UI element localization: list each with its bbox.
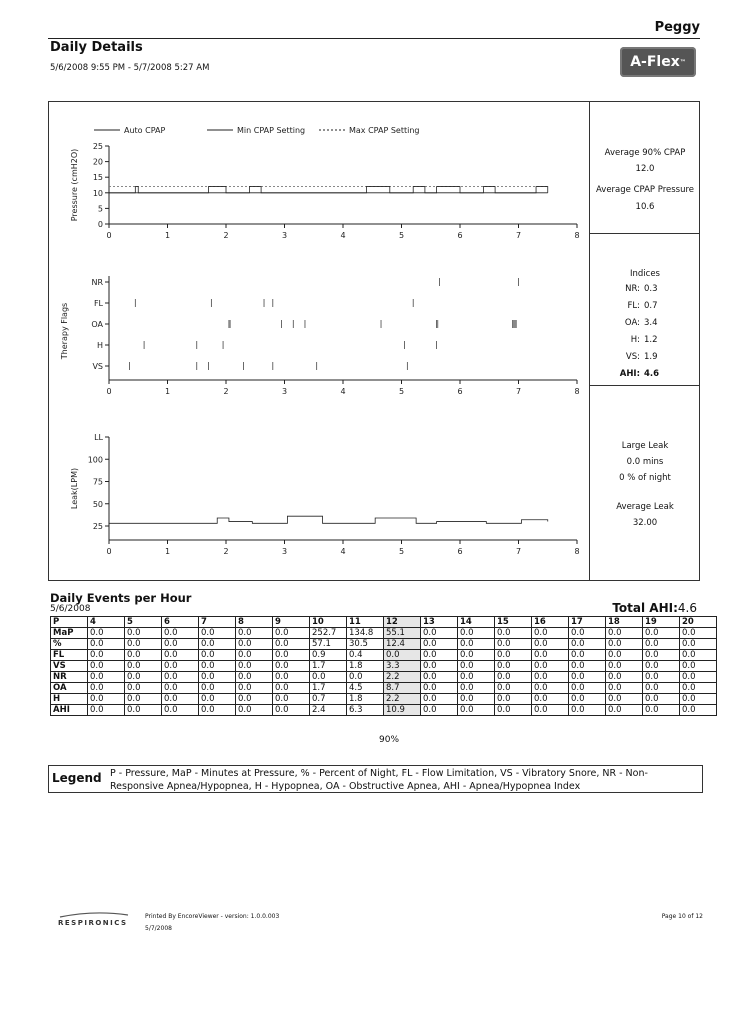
table-cell: 0.0: [88, 650, 125, 661]
charts-svg: [49, 102, 589, 580]
page-title: Daily Details: [50, 40, 143, 55]
patient-name: Peggy: [654, 20, 700, 35]
x-tick-label: 3: [281, 231, 288, 240]
table-cell: 0.0: [458, 628, 495, 639]
table-cell: 0.0: [643, 705, 680, 716]
x-tick-label: 5: [398, 231, 405, 240]
table-cell: AHI: [51, 705, 88, 716]
table-cell: 0.7: [310, 694, 347, 705]
table-cell: 0.0: [458, 683, 495, 694]
legend-entry: Max CPAP Setting: [349, 126, 420, 135]
table-cell: 0.0: [421, 650, 458, 661]
table-cell: 0.0: [421, 694, 458, 705]
table-cell: 0.0: [236, 650, 273, 661]
table-cell: 3.3: [384, 661, 421, 672]
legend-entry: Auto CPAP: [124, 126, 166, 135]
index-value: 0.3: [644, 284, 658, 294]
table-cell: 0.0: [532, 705, 569, 716]
table-row: [51, 694, 717, 705]
x-tick-label: 7: [515, 547, 522, 556]
table-cell: 0.0: [421, 639, 458, 650]
y-tick-label: NR: [91, 278, 103, 287]
table-cell: 8: [236, 617, 273, 628]
index-key: AHI:: [619, 369, 640, 379]
table-cell: 0.0: [236, 661, 273, 672]
table-row: [51, 661, 717, 672]
events-table: [50, 616, 717, 716]
y-tick-label: 25: [92, 522, 103, 531]
table-cell: 0.0: [88, 705, 125, 716]
index-value: 4.6: [644, 369, 660, 379]
a-flex-label: A-Flex: [630, 54, 680, 70]
auto-cpap-series: [109, 187, 548, 193]
table-cell: H: [51, 694, 88, 705]
y-tick-label: 0: [97, 220, 103, 229]
table-cell: 0.0: [532, 639, 569, 650]
table-cell: 0.9: [310, 650, 347, 661]
table-cell: 0.0: [88, 639, 125, 650]
x-tick-label: 0: [106, 231, 112, 240]
table-cell: 6: [162, 617, 199, 628]
table-cell: 0.0: [680, 628, 717, 639]
table-row: [51, 705, 717, 716]
table-cell: 0.0: [606, 661, 643, 672]
table-cell: 0.0: [495, 683, 532, 694]
table-cell: 0.0: [680, 683, 717, 694]
x-tick-label: 6: [457, 387, 463, 396]
table-cell: 0.0: [236, 639, 273, 650]
table-cell: P: [51, 617, 88, 628]
x-tick-label: 6: [457, 547, 463, 556]
indices-title: Indices: [630, 269, 660, 279]
table-cell: 0.0: [125, 639, 162, 650]
table-cell: 0.0: [88, 683, 125, 694]
table-cell: 0.0: [495, 694, 532, 705]
table-cell: 17: [569, 617, 606, 628]
header-rule: [48, 38, 700, 39]
large-leak-label: Large Leak: [621, 441, 669, 451]
x-tick-label: 5: [398, 547, 405, 556]
table-cell: MaP: [51, 628, 88, 639]
table-cell: 2.2: [384, 672, 421, 683]
table-cell: 0.0: [273, 705, 310, 716]
table-cell: 0.0: [273, 650, 310, 661]
table-cell: 0.0: [199, 672, 236, 683]
index-row-nr: [614, 284, 694, 294]
legend-label: Legend: [52, 771, 102, 785]
table-cell: 0.0: [495, 661, 532, 672]
x-tick-label: 2: [223, 231, 229, 240]
table-cell: 0.0: [421, 705, 458, 716]
average-leak-label: Average Leak: [616, 502, 674, 512]
table-cell: 0.0: [532, 672, 569, 683]
table-cell: 0.0: [88, 628, 125, 639]
x-tick-label: 2: [223, 387, 229, 396]
table-cell: 0.0: [643, 672, 680, 683]
y-tick-label: VS: [92, 362, 103, 371]
table-cell: 0.0: [569, 694, 606, 705]
table-cell: 0.0: [643, 628, 680, 639]
table-cell: 0.0: [680, 672, 717, 683]
table-cell: 2.2: [384, 694, 421, 705]
table-cell: 11: [347, 617, 384, 628]
table-cell: 0.0: [384, 650, 421, 661]
table-cell: 14: [458, 617, 495, 628]
table-cell: 0.0: [458, 650, 495, 661]
table-cell: 0.4: [347, 650, 384, 661]
table-cell: 0.0: [606, 705, 643, 716]
index-row-h: [614, 335, 694, 345]
table-cell: 0.0: [125, 661, 162, 672]
respironics-logo-swoosh: [58, 912, 130, 918]
index-key: VS:: [625, 352, 640, 362]
table-cell: %: [51, 639, 88, 650]
table-cell: 7: [199, 617, 236, 628]
table-cell: 0.0: [458, 705, 495, 716]
table-cell: 19: [643, 617, 680, 628]
table-cell: 0.0: [162, 661, 199, 672]
table-cell: 0.0: [532, 628, 569, 639]
table-cell: 1.8: [347, 694, 384, 705]
index-value: 1.2: [644, 335, 658, 345]
date-range: 5/6/2008 9:55 PM - 5/7/2008 5:27 AM: [50, 63, 210, 73]
table-cell: 0.0: [88, 672, 125, 683]
table-cell: 0.0: [680, 661, 717, 672]
y-tick-label: 10: [92, 188, 103, 198]
table-cell: 0.0: [458, 672, 495, 683]
table-row: [51, 650, 717, 661]
table-cell: 0.0: [162, 639, 199, 650]
y-tick-label: 100: [87, 455, 103, 465]
table-cell: 10: [310, 617, 347, 628]
table-cell: 0.0: [310, 672, 347, 683]
x-tick-label: 3: [281, 547, 288, 556]
table-cell: 0.0: [199, 628, 236, 639]
table-cell: 0.0: [606, 628, 643, 639]
table-cell: 0.0: [495, 639, 532, 650]
table-cell: 13: [421, 617, 458, 628]
table-cell: 0.0: [643, 661, 680, 672]
index-row-vs: [614, 352, 694, 362]
table-cell: 0.0: [162, 694, 199, 705]
table-cell: 0.0: [125, 694, 162, 705]
printed-date: 5/7/2008: [145, 925, 172, 932]
table-cell: 0.0: [606, 694, 643, 705]
table-cell: 0.0: [643, 694, 680, 705]
table-cell: NR: [51, 672, 88, 683]
table-cell: 0.0: [495, 672, 532, 683]
table-cell: 0.0: [273, 672, 310, 683]
x-tick-label: 4: [340, 231, 346, 240]
table-cell: 0.0: [199, 639, 236, 650]
index-value: 1.9: [644, 352, 658, 362]
table-cell: 0.0: [606, 650, 643, 661]
table-cell: 12: [384, 617, 421, 628]
table-cell: 1.7: [310, 683, 347, 694]
pressure-chart: [70, 126, 580, 240]
table-cell: 0.0: [421, 672, 458, 683]
y-tick-label: 5: [97, 204, 103, 214]
table-cell: 0.0: [162, 705, 199, 716]
y-axis-title: Pressure (cmH2O): [70, 148, 79, 222]
stats-separator-2: [589, 385, 700, 386]
table-cell: 0.0: [125, 628, 162, 639]
total-ahi-value: 4.6: [677, 601, 697, 615]
table-cell: 0.0: [421, 628, 458, 639]
table-cell: 0.0: [643, 639, 680, 650]
table-cell: 0.0: [532, 661, 569, 672]
index-row-ahi: [614, 369, 694, 379]
table-cell: 0.0: [125, 650, 162, 661]
total-ahi-label: Total AHI:: [612, 601, 678, 615]
y-tick-label: OA: [91, 320, 103, 329]
table-cell: 0.0: [199, 661, 236, 672]
table-cell: 0.0: [125, 705, 162, 716]
table-cell: 0.0: [643, 683, 680, 694]
table-cell: 18: [606, 617, 643, 628]
y-axis-title: Leak(LPM): [70, 467, 79, 510]
table-cell: 0.0: [421, 683, 458, 694]
table-cell: 0.0: [569, 661, 606, 672]
table-cell: 0.0: [236, 628, 273, 639]
table-cell: 0.0: [199, 694, 236, 705]
events-date: 5/6/2008: [50, 604, 91, 614]
x-tick-label: 1: [164, 231, 171, 240]
table-cell: 0.0: [236, 683, 273, 694]
table-row: [51, 617, 717, 628]
table-cell: 0.0: [458, 694, 495, 705]
x-tick-label: 6: [457, 231, 463, 240]
table-cell: FL: [51, 650, 88, 661]
trademark-mark: ™: [679, 58, 686, 66]
table-cell: 0.0: [495, 628, 532, 639]
index-row-oa: [614, 318, 694, 328]
avg-cpap-value: 10.6: [635, 202, 655, 212]
index-value: 0.7: [644, 301, 658, 311]
table-cell: 0.0: [569, 650, 606, 661]
table-cell: 0.0: [88, 694, 125, 705]
average-leak-value: 32.00: [632, 518, 658, 528]
table-cell: 0.0: [532, 650, 569, 661]
y-tick-label: 25: [92, 142, 103, 151]
table-cell: 0.0: [162, 672, 199, 683]
table-cell: 0.0: [643, 650, 680, 661]
table-cell: 12.4: [384, 639, 421, 650]
x-tick-label: 7: [515, 387, 522, 396]
table-cell: 0.0: [273, 628, 310, 639]
table-cell: 0.0: [569, 639, 606, 650]
y-tick-label: 20: [92, 157, 103, 167]
printed-by: Printed By EncoreViewer - version: 1.0.0.003: [145, 913, 280, 920]
table-cell: 0.0: [162, 650, 199, 661]
index-key: NR:: [625, 284, 640, 294]
index-key: OA:: [624, 318, 640, 328]
large-leak-percent: 0 % of night: [619, 473, 671, 483]
table-row: [51, 639, 717, 650]
therapy-flags-chart: [60, 276, 580, 396]
table-cell: 0.0: [569, 705, 606, 716]
table-cell: 0.0: [680, 694, 717, 705]
y-tick-label: 50: [92, 499, 103, 509]
table-cell: 4.5: [347, 683, 384, 694]
table-cell: 15: [495, 617, 532, 628]
table-cell: 0.0: [273, 683, 310, 694]
table-cell: 0.0: [458, 639, 495, 650]
table-row: [51, 628, 717, 639]
table-cell: 0.0: [125, 672, 162, 683]
table-cell: 0.0: [606, 639, 643, 650]
table-cell: 0.0: [236, 672, 273, 683]
x-tick-label: 5: [398, 387, 405, 396]
leak-chart: [70, 433, 580, 556]
large-leak-mins: 0.0 mins: [626, 457, 664, 467]
table-cell: 1.7: [310, 661, 347, 672]
table-cell: 0.0: [199, 650, 236, 661]
table-cell: 20: [680, 617, 717, 628]
table-cell: 0.0: [606, 672, 643, 683]
table-cell: 0.0: [199, 705, 236, 716]
index-value: 3.4: [644, 318, 658, 328]
events-title: Daily Events per Hour: [50, 591, 192, 605]
x-tick-label: 4: [340, 547, 346, 556]
table-cell: 0.0: [569, 672, 606, 683]
x-tick-label: 3: [281, 387, 288, 396]
x-tick-label: 2: [223, 547, 229, 556]
legend-text: P - Pressure, MaP - Minutes at Pressure, % - Percent of Night, FL - Flow Limitation, VS - Vibratory Snore, NR - Non-Responsive Apnea/Hypopnea, H - Hypopnea, OA - Obstructive Apnea, AHI - Apnea/Hypopnea Index: [110, 768, 648, 792]
y-tick-label: 15: [92, 173, 103, 183]
index-key: FL:: [627, 301, 640, 311]
table-cell: 57.1: [310, 639, 347, 650]
respironics-logo: RESPIRONICS: [58, 919, 128, 927]
avg-cpap-label: Average CPAP Pressure: [595, 185, 695, 195]
avg90-cpap-label: Average 90% CPAP: [604, 148, 686, 158]
x-tick-label: 7: [515, 231, 522, 240]
table-cell: 0.0: [495, 705, 532, 716]
table-cell: 0.0: [569, 683, 606, 694]
x-tick-label: 0: [106, 547, 112, 556]
table-cell: 10.9: [384, 705, 421, 716]
table-cell: 0.0: [680, 650, 717, 661]
table-cell: 0.0: [162, 628, 199, 639]
table-cell: 16: [532, 617, 569, 628]
y-tick-label: LL: [94, 433, 103, 442]
table-cell: 0.0: [532, 694, 569, 705]
x-tick-label: 1: [164, 387, 171, 396]
table-cell: 0.0: [680, 639, 717, 650]
table-cell: VS: [51, 661, 88, 672]
table-cell: 0.0: [421, 661, 458, 672]
a-flex-badge: [620, 47, 696, 77]
x-tick-label: 1: [164, 547, 171, 556]
table-cell: 0.0: [162, 683, 199, 694]
table-cell: 0.0: [199, 683, 236, 694]
x-tick-label: 0: [106, 387, 112, 396]
table-cell: 9: [273, 617, 310, 628]
total-ahi: [612, 601, 697, 615]
index-key: H:: [630, 335, 640, 345]
table-cell: 0.0: [88, 661, 125, 672]
table-cell: 0.0: [273, 661, 310, 672]
table-cell: 0.0: [680, 705, 717, 716]
table-cell: 5: [125, 617, 162, 628]
page-number: Page 10 of 12: [661, 913, 703, 920]
percentile-note: 90%: [379, 735, 400, 745]
table-cell: 0.0: [532, 683, 569, 694]
x-tick-label: 8: [574, 231, 580, 240]
table-row: [51, 672, 717, 683]
x-tick-label: 4: [340, 387, 346, 396]
table-cell: 0.0: [495, 650, 532, 661]
table-cell: 0.0: [569, 628, 606, 639]
table-row: [51, 683, 717, 694]
table-cell: 0.0: [125, 683, 162, 694]
index-row-fl: [614, 301, 694, 311]
table-cell: 134.8: [347, 628, 384, 639]
y-tick-label: H: [96, 341, 103, 350]
table-cell: 0.0: [606, 683, 643, 694]
x-tick-label: 8: [574, 387, 580, 396]
table-cell: 252.7: [310, 628, 347, 639]
table-cell: 0.0: [347, 672, 384, 683]
y-axis-title: Therapy Flags: [60, 302, 69, 360]
table-cell: OA: [51, 683, 88, 694]
table-cell: 4: [88, 617, 125, 628]
legend-entry: Min CPAP Setting: [237, 126, 306, 135]
table-cell: 2.4: [310, 705, 347, 716]
table-cell: 0.0: [236, 705, 273, 716]
y-tick-label: 75: [92, 477, 103, 487]
stats-separator-1: [589, 233, 700, 234]
table-cell: 30.5: [347, 639, 384, 650]
table-cell: 6.3: [347, 705, 384, 716]
x-tick-label: 8: [574, 547, 580, 556]
table-cell: 0.0: [236, 694, 273, 705]
table-cell: 0.0: [273, 639, 310, 650]
leak-series: [109, 516, 548, 523]
table-cell: 55.1: [384, 628, 421, 639]
table-cell: 0.0: [273, 694, 310, 705]
table-cell: 0.0: [458, 661, 495, 672]
table-cell: 1.8: [347, 661, 384, 672]
avg90-cpap-value: 12.0: [635, 164, 655, 174]
y-tick-label: FL: [93, 299, 103, 308]
table-cell: 8.7: [384, 683, 421, 694]
